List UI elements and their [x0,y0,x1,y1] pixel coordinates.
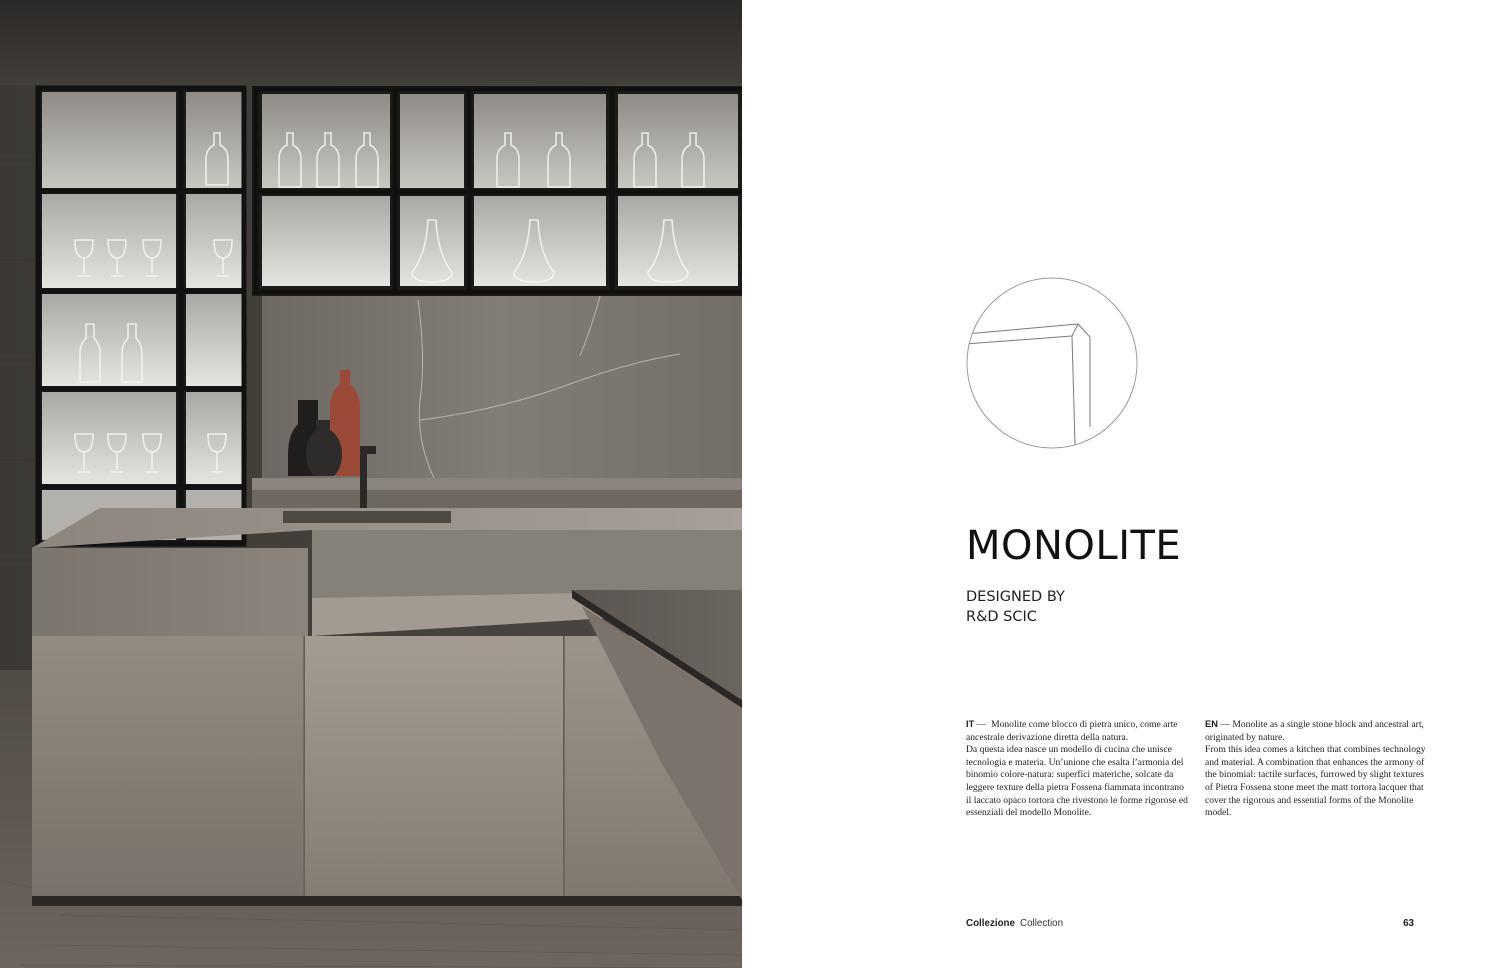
product-title: MONOLITE [966,523,1182,569]
page-number: 63 [1403,918,1414,929]
description-english: EN — Monolite as a single stone block and ancestral art, originated by nature. From this idea comes a kitchen that combines technology and material. A combination that enhances the armony of the binomial: tactile surfaces, furrowed by slight textures of Pietra Fossena stone meet the matt tortora lacquer that cover the rigorous and essential forms of the Monolite model. [1205,719,1426,819]
footer-section-it: Collezione [966,918,1015,929]
glass-display-cabinet [36,86,246,546]
right-page [742,0,1485,968]
edge-profile-diagram [966,277,1138,449]
upper-glass-cabinets [252,86,742,296]
footer-section [966,918,1063,929]
kitchen-island-photo [0,0,742,968]
description-it-body: Da questa idea nasce un modello di cucina che unisce tecnologia e materia. Un’unione che esalta l’armonia del binomio colore-natura: superfici materiche, solcate da leggere texture della pietra Fossena fiammata incontrano il laccato opaco tortora che rivestono le forme rigorose ed essenziali del modello Monolite. [966,744,1188,819]
description-it-intro: Monolite come blocco di pietra unico, come arte ancestrale derivazione diretta della natura. [966,719,1178,743]
lang-code-it: IT [966,719,975,729]
designer-credit [966,587,1065,627]
lacquer-cabinet-left [32,636,304,898]
footer-section-en: Collection [1020,918,1064,929]
description-en-intro: Monolite as a single stone block and ancestral art, originated by nature. [1205,719,1424,743]
lacquer-cabinet-mid [305,636,563,898]
lang-code-en: EN [1205,719,1218,729]
description-en-body: From this idea comes a kitchen that combines technology and material. A combination that enhances the armony of the binomial: tactile surfaces, furrowed by slight textures of Pietra Fossena stone meet the matt tortora lacquer that cover the rigorous and essential forms of the Monolite model. [1205,744,1426,819]
stone-block-front [32,548,308,636]
description-italian: IT — Monolite come blocco di pietra unico, come arte ancestrale derivazione diretta della natura. Da questa idea nasce un modello di cucina che unisce tecnologia e materia. Un’unione che esalta l’armonia del binomio colore-natura: superfici materiche, solcate da leggere texture della pietra Fossena fiammata incontrano il laccato opaco tortora che rivestono le forme rigorose ed essenziali del modello Monolite. [966,719,1188,819]
designer-name: R&D SCIC [966,609,1037,625]
designer-label: DESIGNED BY [966,589,1065,605]
